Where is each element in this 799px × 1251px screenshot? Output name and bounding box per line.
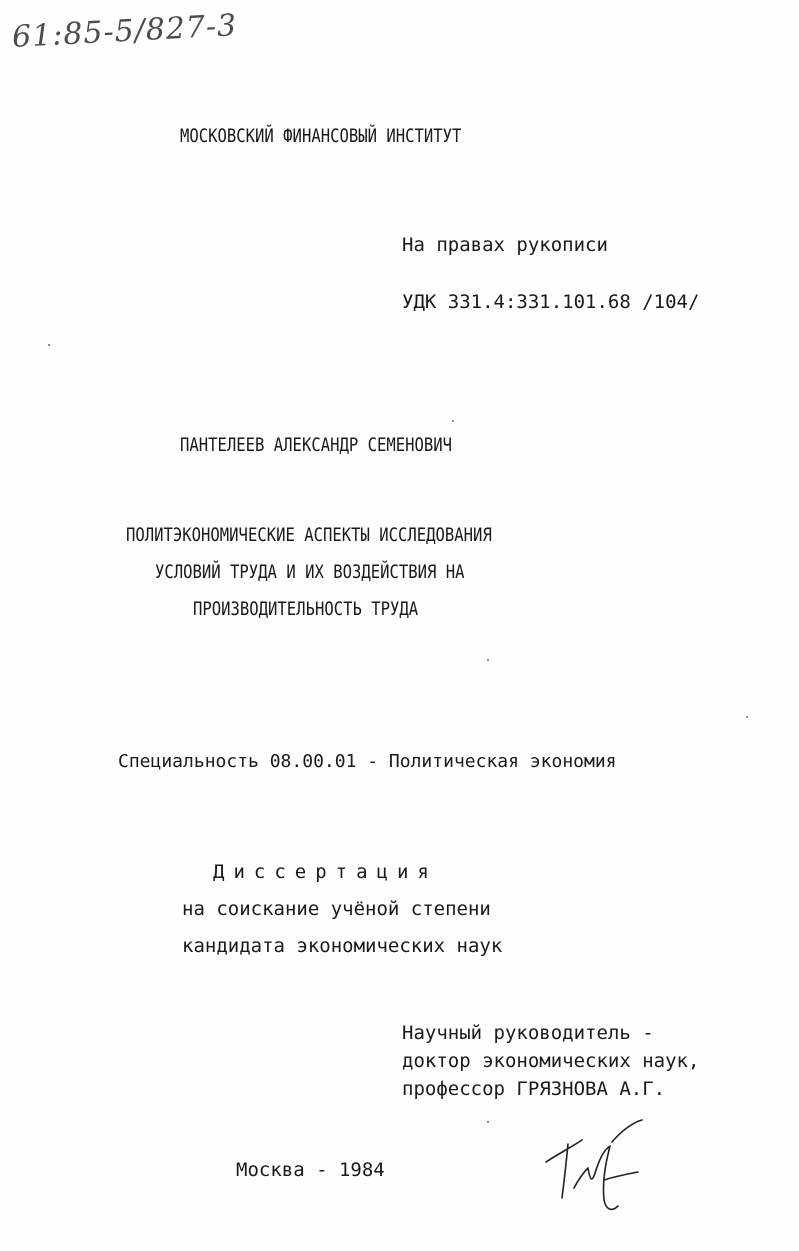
dissertation-degree-line-2: кандидата экономических наук: [182, 935, 503, 957]
paper-speck: [452, 420, 454, 422]
handwritten-signature-icon: [538, 1110, 658, 1220]
paper-speck: [487, 659, 489, 661]
title-line-2: УСЛОВИЙ ТРУДА И ИХ ВОЗДЕЙСТВИЯ НА: [155, 561, 465, 583]
archive-code-handwritten: 61:85-5/827-3: [11, 8, 239, 55]
supervisor-line-1: Научный руководитель -: [402, 1022, 654, 1044]
supervisor-line-2: доктор экономических наук,: [402, 1050, 700, 1072]
supervisor-line-3: профессор ГРЯЗНОВА А.Г.: [402, 1078, 666, 1100]
institute-name: МОСКОВСКИЙ ФИНАНСОВЫЙ ИНСТИТУТ: [180, 125, 462, 147]
paper-speck: [746, 716, 748, 718]
city-year: Москва - 1984: [236, 1159, 385, 1181]
dissertation-degree-line-1: на соискание учёной степени: [182, 898, 491, 920]
paper-speck: [487, 1121, 489, 1123]
dissertation-heading: Диссертация: [213, 861, 438, 883]
udc-code: УДК 331.4:331.101.68 /104/: [402, 291, 700, 313]
title-line-3: ПРОИЗВОДИТЕЛЬНОСТЬ ТРУДА: [193, 598, 419, 620]
paper-speck: [48, 344, 50, 346]
manuscript-rights-note: На правах рукописи: [402, 234, 608, 256]
title-line-1: ПОЛИТЭКОНОМИЧЕСКИЕ АСПЕКТЫ ИССЛЕДОВАНИЯ: [126, 524, 492, 546]
speciality-line: Специальность 08.00.01 - Политическая экономия: [118, 751, 617, 772]
author-name: ПАНТЕЛЕЕВ АЛЕКСАНДР СЕМЕНОВИЧ: [180, 434, 453, 456]
